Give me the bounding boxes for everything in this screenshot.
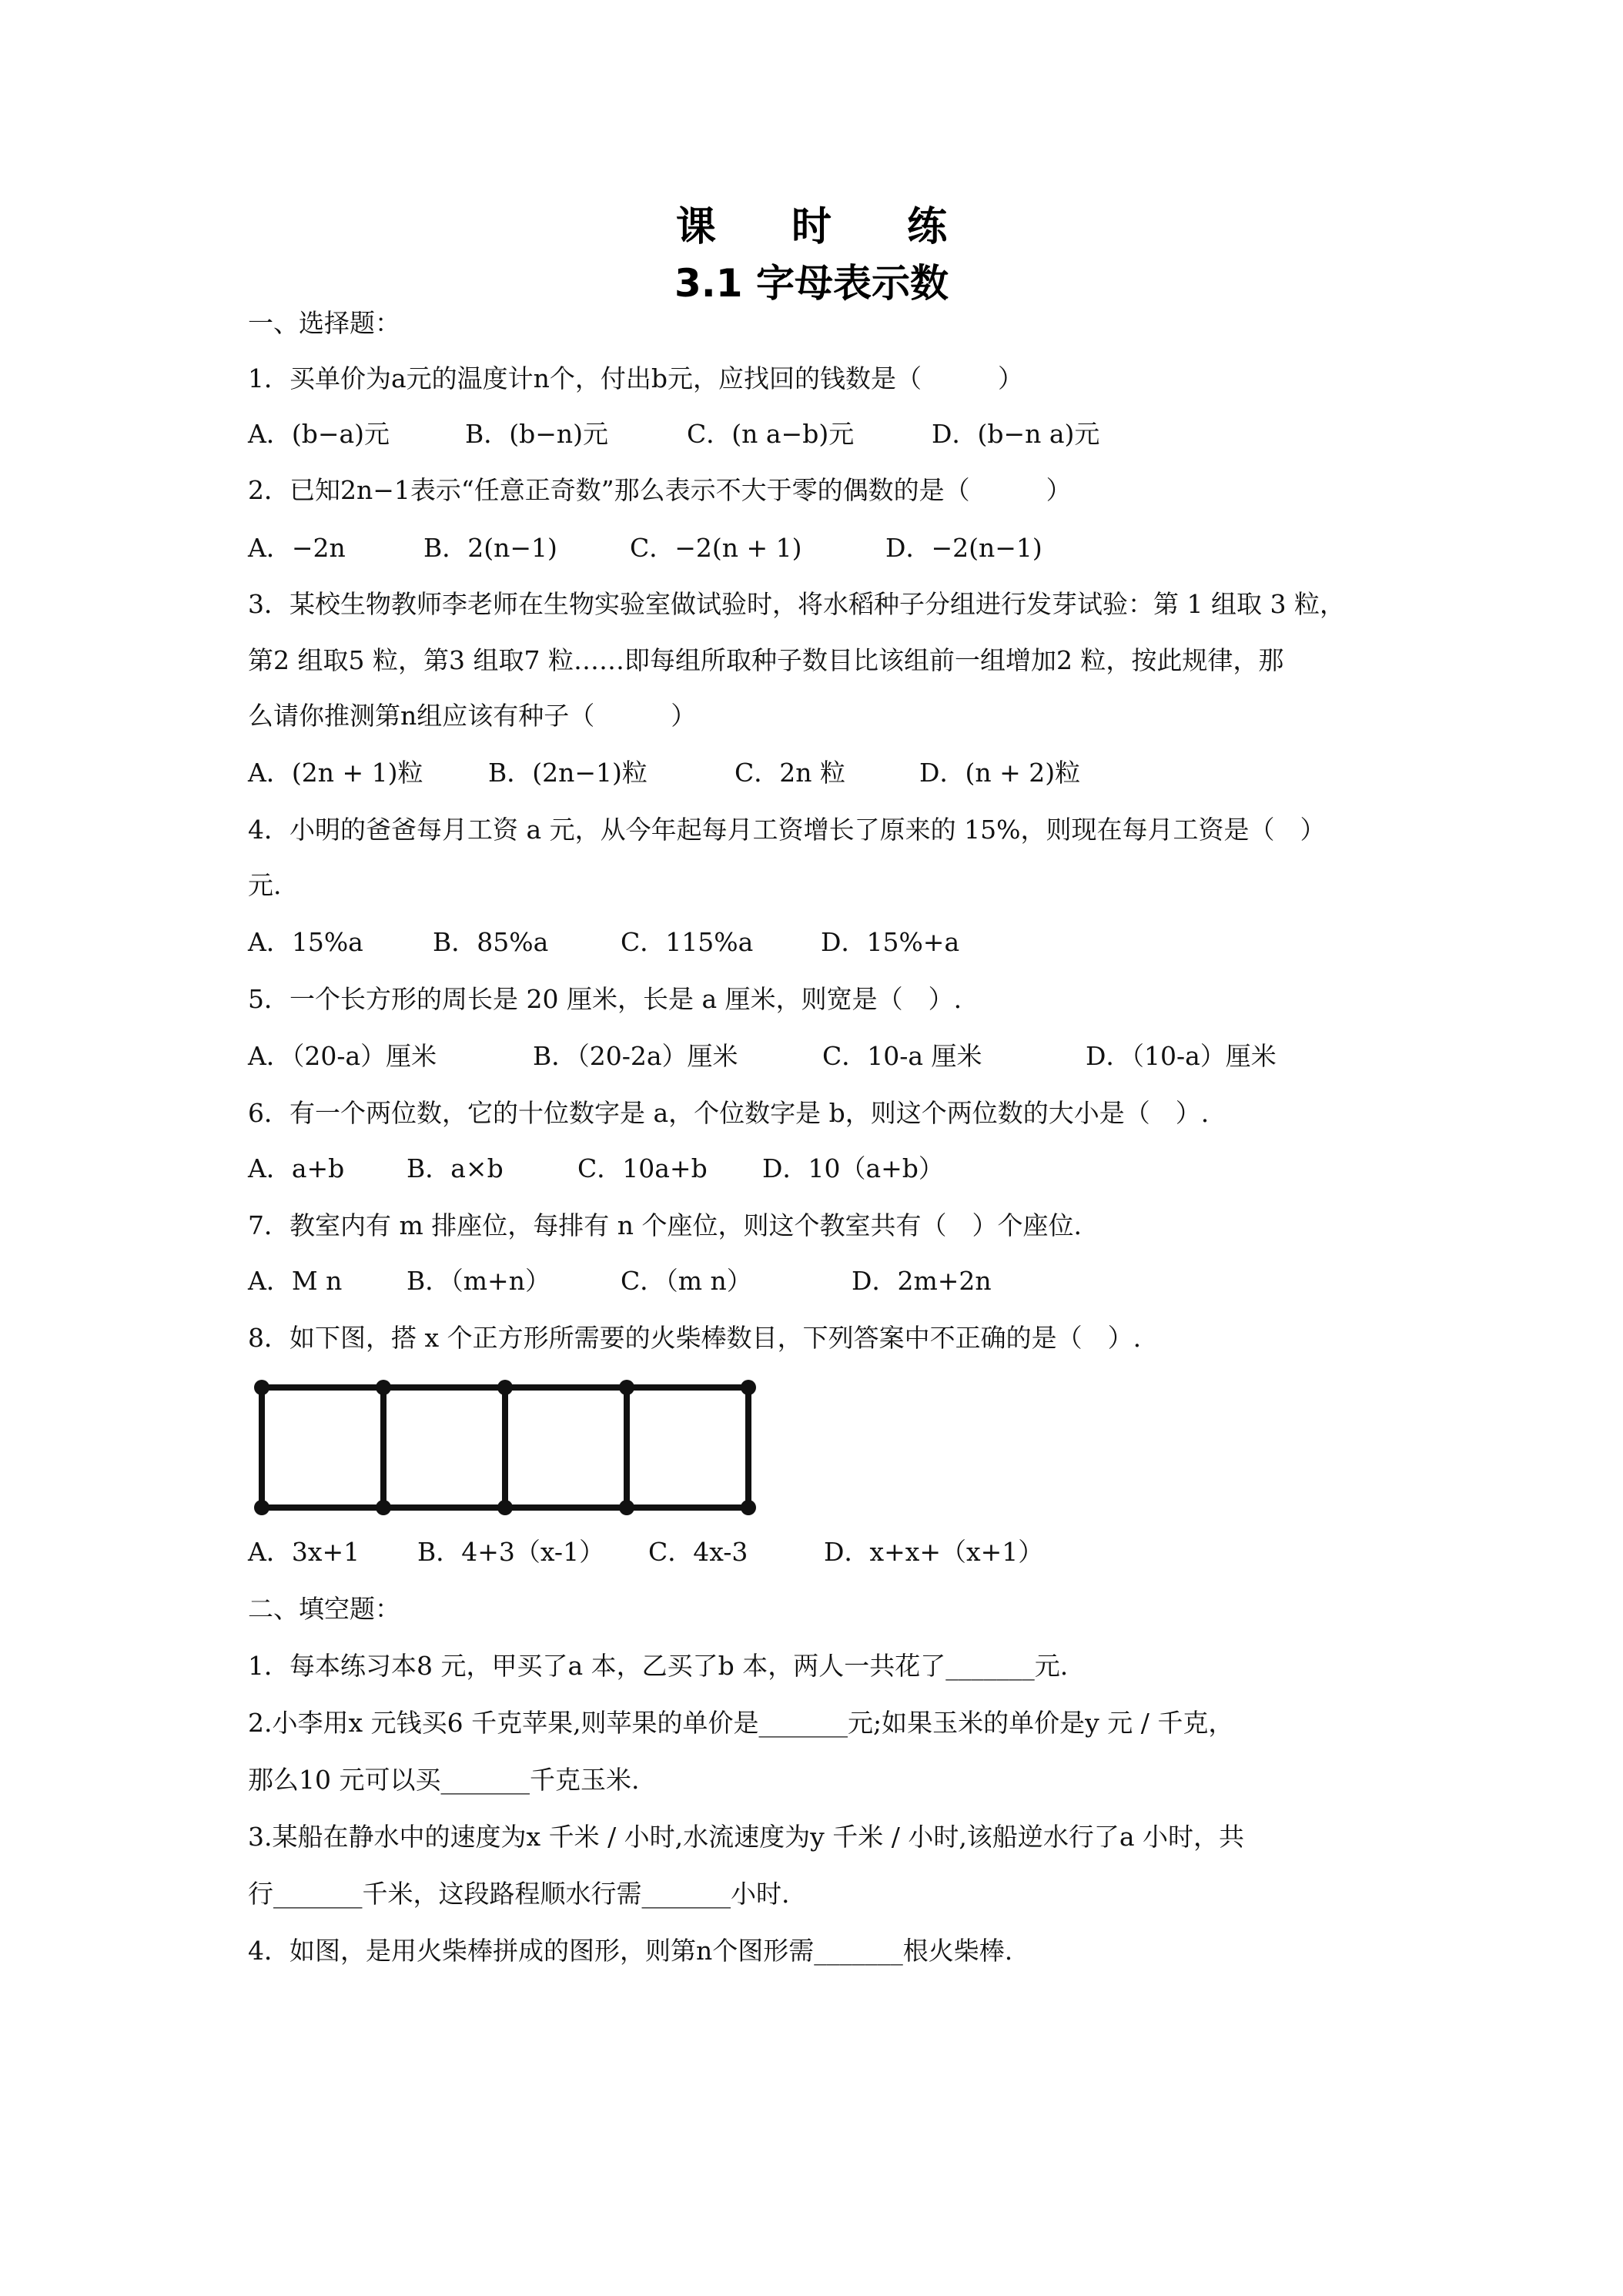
option-d: D．(b−n a)元 xyxy=(932,419,1100,449)
option-a: A．a+b xyxy=(248,1153,345,1183)
option-c: C．(n a−b)元 xyxy=(687,419,855,449)
question-3-line-3: 么请你推测第n组应该有种子（ ） xyxy=(248,701,697,731)
option-a: A．15%a xyxy=(248,927,363,957)
option-c: C．4x-3 xyxy=(648,1537,748,1567)
option-a: A．3x+1 xyxy=(248,1537,360,1567)
option-c: C．2n 粒 xyxy=(735,758,845,788)
question-3-line-2: 第2 组取5 粒，第3 组取7 粒……即每组所取种子数目比该组前一组增加2 粒，按此规律，那 xyxy=(248,645,1284,675)
option-a: A．(2n + 1)粒 xyxy=(248,758,423,788)
option-d: D．10（a+b） xyxy=(762,1153,944,1183)
option-d: D．(n + 2)粒 xyxy=(919,758,1081,788)
question-2-text: 2．已知2n−1表示“任意正奇数”那么表示不大于零的偶数的是（ ） xyxy=(248,475,1072,505)
option-b: B．85%a xyxy=(433,927,549,957)
question-1-text: 1．买单价为a元的温度计n个，付出b元，应找回的钱数是（ ） xyxy=(248,363,1024,393)
option-a: A．（20-a）厘米 xyxy=(248,1041,437,1071)
lesson-title: 3.1 字母表示数 xyxy=(674,261,949,306)
option-c: C．115%a xyxy=(621,927,754,957)
option-b: B．a×b xyxy=(407,1153,504,1183)
fill-in-question-3-line-1: 3.某船在静水中的速度为x 千米 / 小时,水流速度为y 千米 / 小时,该船逆水行了a 小时，共 xyxy=(248,1822,1245,1852)
option-a: A．−2n xyxy=(248,533,346,563)
option-d: D．−2(n−1) xyxy=(885,533,1042,563)
option-b: B．（20-2a）厘米 xyxy=(533,1041,738,1071)
option-a: A．M n xyxy=(248,1266,343,1296)
matchstick-joint-1-bottom xyxy=(254,1500,269,1515)
option-c: C．10a+b xyxy=(577,1153,708,1183)
matchstick-joint-5-bottom xyxy=(741,1500,756,1515)
matchstick-joint-3-bottom xyxy=(497,1500,513,1515)
matchstick-joint-4-top xyxy=(619,1380,634,1395)
fill-in-question-2-line-2: 那么10 元可以买_______千克玉米. xyxy=(248,1765,640,1795)
question-3-line-1: 3．某校生物教师李老师在生物实验室做试验时，将水稻种子分组进行发芽试验：第 1 组取 3 粒， xyxy=(248,589,1345,619)
option-c: C．−2(n + 1) xyxy=(630,533,802,563)
option-b: B．2(n−1) xyxy=(423,533,557,563)
question-4-line-2: 元. xyxy=(248,870,282,900)
option-a: A．(b−a)元 xyxy=(248,419,390,449)
matchstick-joint-3-top xyxy=(497,1380,513,1395)
option-d: D．（10-a）厘米 xyxy=(1086,1041,1277,1071)
fill-in-question-1: 1．每本练习本8 元，甲买了a 本，乙买了b 本，两人一共花了_______元. xyxy=(248,1651,1069,1681)
section-heading-choice: 一、选择题： xyxy=(248,308,400,338)
fill-in-question-2-line-1: 2.小李用x 元钱买6 千克苹果,则苹果的单价是_______元;如果玉米的单价是y 元 / 千克， xyxy=(248,1708,1234,1738)
fill-in-question-4: 4．如图，是用火柴棒拼成的图形，则第n个图形需_______根火柴棒. xyxy=(248,1936,1013,1966)
section-heading-fill-in: 二、填空题： xyxy=(248,1594,400,1624)
option-b: B．(b−n)元 xyxy=(465,419,609,449)
question-7-text: 7．教室内有 m 排座位，每排有 n 个座位，则这个教室共有（ ）个座位. xyxy=(248,1210,1082,1240)
matchstick-squares-figure xyxy=(248,1371,771,1518)
matchstick-joint-5-top xyxy=(741,1380,756,1395)
question-5-text: 5．一个长方形的周长是 20 厘米，长是 a 厘米，则宽是（ ）. xyxy=(248,984,962,1014)
fill-in-question-3-line-2: 行_______千米，这段路程顺水行需_______小时. xyxy=(248,1879,790,1909)
question-8-text: 8．如下图，搭 x 个正方形所需要的火柴棒数目，下列答案中不正确的是（ ）. xyxy=(248,1323,1142,1353)
option-d: D．15%+a xyxy=(821,927,960,957)
option-b: B．(2n−1)粒 xyxy=(488,758,648,788)
option-c: C．（m n） xyxy=(621,1266,752,1296)
option-b: B．（m+n） xyxy=(407,1266,550,1296)
matchstick-joint-4-bottom xyxy=(619,1500,634,1515)
question-6-text: 6．有一个两位数，它的十位数字是 a，个位数字是 b，则这个两位数的大小是（ ）. xyxy=(248,1098,1210,1128)
question-4-line-1: 4．小明的爸爸每月工资 a 元，从今年起每月工资增长了原来的 15%，则现在每月工资是（ ） xyxy=(248,815,1326,845)
option-d: D．x+x+（x+1） xyxy=(824,1537,1044,1567)
worksheet-title: 课 时 练 xyxy=(675,204,979,250)
option-b: B．4+3（x-1） xyxy=(417,1537,605,1567)
option-d: D．2m+2n xyxy=(852,1266,992,1296)
option-c: C．10-a 厘米 xyxy=(822,1041,982,1071)
matchstick-joint-2-bottom xyxy=(376,1500,391,1515)
matchstick-joint-2-top xyxy=(376,1380,391,1395)
matchstick-joint-1-top xyxy=(254,1380,269,1395)
